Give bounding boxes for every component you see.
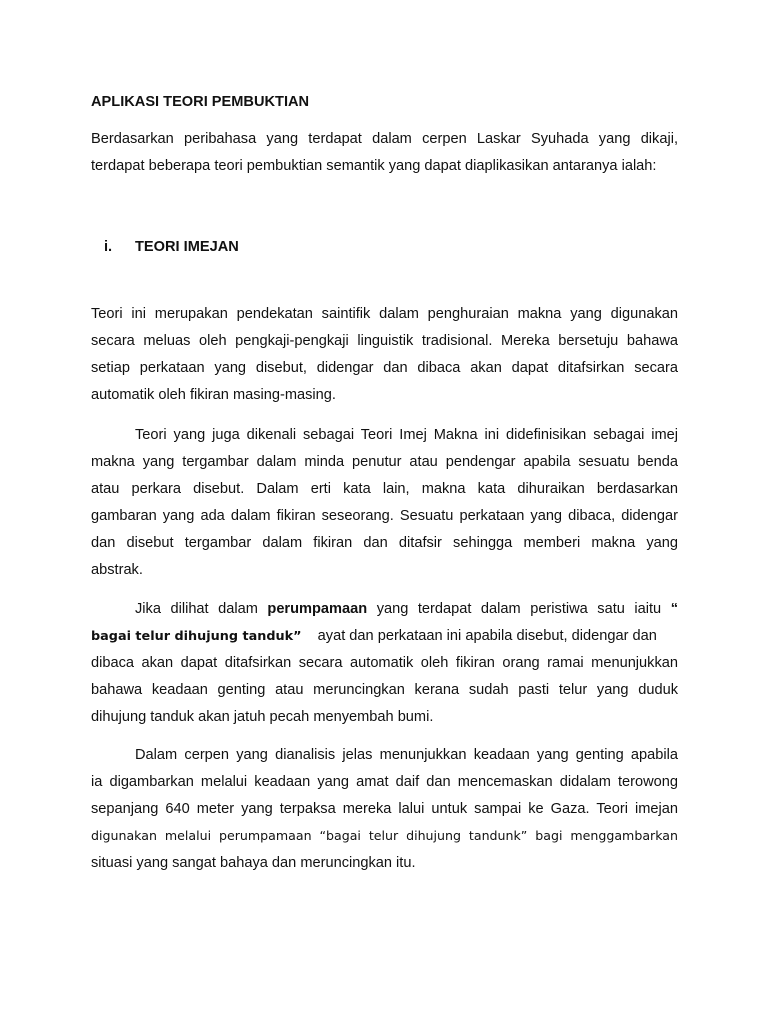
para3-line-5: dihujung tanduk akan jatuh pecah menyembah bumi. <box>91 709 434 725</box>
para4-line-3: sepanjang 640 meter yang terpaksa mereka lalui untuk sampai ke Gaza. Teori imejan <box>91 801 678 817</box>
intro-line-1: Berdasarkan peribahasa yang terdapat dalam cerpen Laskar Syuhada yang dikaji, <box>91 131 678 147</box>
para4-line-1: Dalam cerpen yang dianalisis jelas menunjukkan keadaan yang genting apabila <box>135 747 678 763</box>
para3-line-4: bahawa keadaan genting atau meruncingkan kerana sudah pasti telur yang duduk <box>91 682 678 698</box>
section-title: TEORI IMEJAN <box>135 239 239 255</box>
para3-line-1-post: yang terdapat dalam peristiwa satu iaitu <box>376 601 662 617</box>
para4-line-5: situasi yang sangat bahaya dan meruncingkan itu. <box>91 855 416 871</box>
para1-line-2: secara meluas oleh pengkaji-pengkaji linguistik tradisional. Mereka bersetuju bahawa <box>91 333 678 349</box>
document-title: APLIKASI TEORI PEMBUKTIAN <box>91 94 310 110</box>
para2-line-6: abstrak. <box>91 562 143 578</box>
para3-line-2 <box>91 627 678 646</box>
para4-line-4: digunakan melalui perumpamaan “bagai telur dihujung tandunk” bagi menggambarkan <box>91 828 678 843</box>
para2-line-4: gambaran yang ada dalam fikiran seseorang. Sesuatu perkataan yang dibaca, didengar <box>91 508 678 524</box>
section-number: i. <box>104 239 113 255</box>
para3-open-quote: “ <box>670 601 679 617</box>
para2-line-3: atau perkara disebut. Dalam erti kata lain, makna kata dihuraikan berdasarkan <box>91 481 678 497</box>
para2-line-5: dan disebut tergambar dalam fikiran dan ditafsir sehingga memberi makna yang <box>91 535 678 551</box>
para2-line-2: makna yang tergambar dalam minda penutur atau pendengar apabila sesuatu benda <box>91 454 678 470</box>
para3-line-1-pre: Jika dilihat dalam <box>135 601 258 617</box>
para1-line-4: automatik oleh fikiran masing-masing. <box>91 387 336 403</box>
para1-line-1: Teori ini merupakan pendekatan saintifik dalam penghuraian makna yang digunakan <box>91 306 678 322</box>
para3-proverb: bagai telur dihujung tanduk” <box>91 629 302 644</box>
para3-line-3: dibaca akan dapat ditafsirkan secara automatik oleh fikiran orang ramai menunjukkan <box>91 655 678 671</box>
para3-keyword: perumpamaan <box>267 601 368 617</box>
para3-line-2-post: ayat dan perkataan ini apabila disebut, didengar dan <box>317 628 657 644</box>
para4-line-2: ia digambarkan melalui keadaan yang amat daif dan mencemaskan didalam terowong <box>91 774 678 790</box>
para1-line-3: setiap perkataan yang disebut, didengar dan dibaca akan dapat ditafsirkan secara <box>91 360 678 376</box>
para3-line-1 <box>135 600 678 618</box>
intro-line-2: terdapat beberapa teori pembuktian semantik yang dapat diaplikasikan antaranya ialah: <box>91 158 657 174</box>
para2-line-1: Teori yang juga dikenali sebagai Teori Imej Makna ini didefinisikan sebagai imej <box>135 427 678 443</box>
